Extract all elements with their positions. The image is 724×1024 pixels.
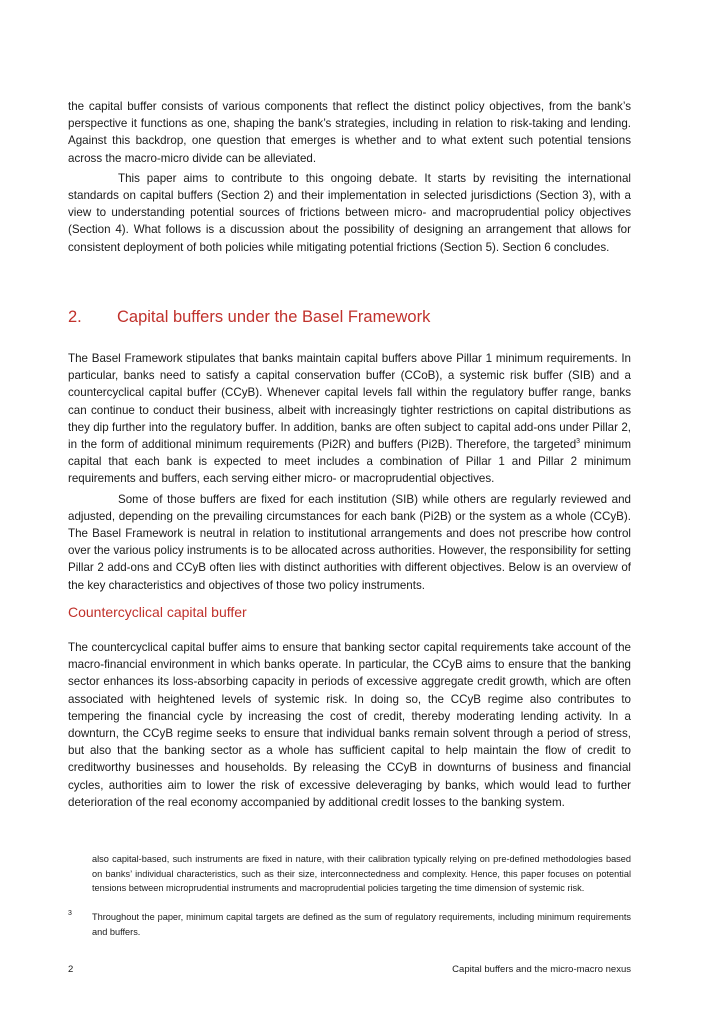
running-title: Capital buffers and the micro-macro nexus [452,964,631,975]
section-body [68,350,631,594]
intro-paragraph-2: This paper aims to contribute to this ongoing debate. It starts by revisiting the international standards on capital buffers (Section 2) and their implementation in selected jurisdictions (Section 3), with a view to understanding potential sources of frictions between micro- and macroprudential policy objectives (Section 4). What follows is a discussion about the possibility of designing an arrangement that allows for consistent deployment of both policies while mitigating potential frictions (Section 5). Section 6 concludes. [68,171,631,254]
footnote-continued [68,852,631,896]
section-paragraph-2: Some of those buffers are fixed for each institution (SIB) while others are regularly reviewed and adjusted, depending on the prevailing circumstances for each bank (Pi2B) or the system as a whole (CCyB). The Basel Framework is neutral in relation to institutional arrangements and does not prescribe how control over the various policy instruments is to be allocated across authorities. However, the responsibility for setting Pillar 2 add-ons and CCyB often lies with distinct authorities with different objectives. Below is an overview of the key characteristics and objectives of those two policy instruments. [68,492,631,592]
footnote-3-text: Throughout the paper, minimum capital targets are defined as the sum of regulatory requirements, including minimum requirements and buffers. [92,912,631,937]
section-paragraph-1-part-b: minimum capital that each bank is expected to meet includes a combination of Pillar 1 and Pillar 2 minimum requirements and buffers, each serving either micro- or macroprudential objectives. [68,438,631,486]
footnote-continued-text: also capital-based, such instruments are fixed in nature, with their calibration typically relying on pre-defined methodologies based on banks’ individual characteristics, such as their size, interconnectedness and complexity. Hence, this paper focuses on potential tensions between microprudential instruments and macroprudential policies targeting the time dimension of systemic risk. [92,854,631,894]
section-title: Capital buffers under the Basel Framework [117,308,431,326]
section-paragraph-1-part-a: The Basel Framework stipulates that banks maintain capital buffers above Pillar 1 minimum requirements. In particular, banks need to satisfy a capital conservation buffer (CCoB), a systemic risk buffer (SIB) and a countercyclical capital buffer (CCyB). Whenever capital levels fall within the regulatory buffer range, banks can continue to conduct their business, albeit with increasingly tighter restrictions on capital distributions as they dip further into the regulatory buffer. In addition, banks are often subject to capital add-ons under Pillar 2, in the form of additional minimum requirements (Pi2R) and buffers (Pi2B). Therefore, the targeted [68,352,631,452]
subsection-body [68,639,631,811]
footnote-3 [68,910,631,939]
page-number: 2 [68,964,74,975]
section-heading [68,308,430,327]
footnote-3-mark: 3 [68,910,72,917]
intro-paragraph-1: the capital buffer consists of various components that reflect the distinct policy objectives, from the bank’s perspective it functions as one, shaping the bank’s strategies, including in relation to risk-taking and lending. Against this backdrop, one question that emerges is whether and to what extent such potential tensions across the macro-micro divide can be alleviated. [68,100,631,165]
subsection-heading: Countercyclical capital buffer [68,604,247,620]
footnote-ref-3[interactable]: 3 [576,438,581,446]
section-number: 2. [68,308,82,326]
intro-block [68,98,631,256]
subsection-paragraph-1: The countercyclical capital buffer aims to ensure that banking sector capital requirements take account of the macro-financial environment in which banks operate. In particular, the CCyB aims to ensure that the banking sector enhances its loss-absorbing capacity in periods of excessive aggregate credit growth, which are often associated with heightened levels of systemic risk. In doing so, the CCyB regime also contributes to tempering the financial cycle by increasing the cost of credit, thereby moderating lending activity. In a downturn, the CCyB regime seeks to ensure that individual banks remain solvent through a period of stress, but also that the banking sector as a whole has sufficient capital to help maintain the flow of credit to creditworthy businesses and households. By releasing the CCyB in downturns of business and financial cycles, authorities aim to lower the risk of excessive deleveraging by banks, which would lead to further deterioration of the real economy accompanied by additional credit losses to the banking system. [68,641,631,809]
section-paragraph-1 [68,350,631,488]
